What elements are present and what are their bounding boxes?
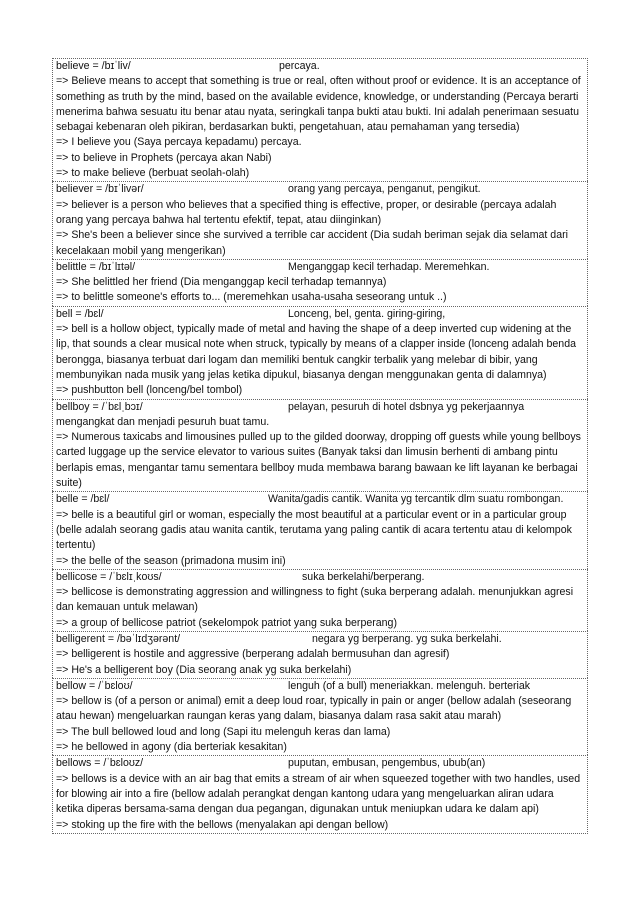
- entry-line: => belligerent is hostile and aggressive (berperang adalah bermusuhan dan agresif): [56, 648, 450, 661]
- dictionary-entry: [52, 399, 588, 492]
- entry-line: => stoking up the fire with the bellows (menyalakan api dengan bellow): [56, 818, 389, 831]
- entry-headword: believer = /bɪˈlivər/: [56, 183, 144, 196]
- entry-headword: belle = /bɛl/: [56, 493, 110, 506]
- entry-headword: belittle = /bɪˈlɪtəl/: [56, 260, 136, 273]
- entry-line: => believer is a person who believes that a specified thing is effective, proper, or desirable (percaya adalah orang yang percaya bahwa hal tertentu efektif, tepat, atau diinginkan): [56, 198, 557, 226]
- entry-headword: believe = /bɪˈliv/: [56, 60, 131, 72]
- entry-headword-row: [56, 492, 584, 507]
- entry-headword-row: [56, 260, 584, 275]
- entry-line: => bellicose is demonstrating aggression and willingness to fight (suka berperang adalah. menunjukkan agresi dan kemauan untuk melawan): [56, 586, 574, 614]
- dictionary-entry: [52, 755, 588, 833]
- entry-line: => to make believe (berbuat seolah-olah): [56, 167, 250, 180]
- entry-meaning: percaya.: [279, 60, 320, 72]
- entry-line: => I believe you (Saya percaya kepadamu) percaya.: [56, 136, 302, 149]
- vocabulary-document: [52, 58, 588, 834]
- entry-line: => She belittled her friend (Dia menganggap kecil terhadap temannya): [56, 276, 387, 289]
- dictionary-entry: [52, 631, 588, 678]
- entry-headword: bellows = /ˈbɛloʊz/: [56, 757, 144, 770]
- entry-line: => he bellowed in agony (dia berteriak kesakitan): [56, 741, 287, 754]
- dictionary-entry: [52, 678, 588, 755]
- entry-headword-row: [56, 679, 584, 694]
- entry-line: => She's been a believer since she survived a terrible car accident (Dia sudah beriman sejak dia selamat dari kecelakaan mobil yang mengerikan): [56, 229, 568, 257]
- entry-line: => to belittle someone's efforts to... (meremehkan usaha-usaha seseorang untuk ..): [56, 291, 447, 304]
- entry-line: => a group of bellicose patriot (sekelompok patriot yang suka berperang): [56, 616, 397, 629]
- entry-meaning: negara yg berperang. yg suka berkelahi.: [312, 632, 502, 645]
- entry-headword-row: [56, 756, 584, 771]
- entry-line: => Numerous taxicabs and limousines pulled up to the gilded doorway, dropping off guests while young bellboys carted luggage up the service elevator to various suites (Banyak taksi dan limusin berhenti di ambang pintu berlapis emas, mengantar tamu sementara bellboy muda membawa barang bawaan ke lift layanan ke berbagai suite): [56, 431, 581, 490]
- dictionary-entry: [52, 491, 588, 568]
- entry-headword-row: [56, 182, 584, 197]
- entry-line: => Believe means to accept that something is true or real, often without proof or evidence. It is an acceptance of something as truth by the mind, based on the available evidence, knowledge, or understanding (Percaya berarti menerima bahwa sesuatu itu benar atau nyata, seringkali tanpa bukti atau bukti. Ini adalah penerimaan sesuatu sebagai kebenaran oleh pikiran, berdasarkan bukti, pengetahuan, atau pemahaman yang tersedia): [56, 75, 581, 134]
- entry-headword: bellicose = /ˈbɛlɪˌkoʊs/: [56, 570, 162, 583]
- entry-headword-row: [56, 59, 584, 74]
- entry-meaning: pelayan, pesuruh di hotel dsbnya yg pekerjaannya: [288, 400, 525, 413]
- entry-line: => bell is a hollow object, typically made of metal and having the shape of a deep inverted cup widening at the lip, that sounds a clear musical note when struck, typically by means of a clapper inside (lonceng adalah benda berongga, biasanya terbuat dari logam dan memiliki bentuk cangkir terbalik yang melebar di bibir, yang membunyikan nada musik yang jelas ketika dipukul, biasanya dengan menggunakan genta di dalamnya): [56, 323, 576, 381]
- entry-headword: bell = /bɛl/: [56, 307, 104, 320]
- entry-line: => to believe in Prophets (percaya akan Nabi): [56, 151, 272, 164]
- dictionary-entry: [52, 259, 588, 306]
- entry-meaning: Lonceng, bel, genta. giring-giring,: [288, 307, 446, 320]
- entry-headword: bellow = /ˈbɛloʊ/: [56, 679, 133, 692]
- dictionary-entry: [52, 58, 588, 181]
- entry-headword-row: [56, 632, 584, 647]
- entry-headword-row: [56, 400, 584, 415]
- entry-headword-row: [56, 307, 584, 322]
- dictionary-entry: [52, 181, 588, 258]
- entry-line: => pushbutton bell (lonceng/bel tombol): [56, 384, 243, 397]
- entry-line: mengangkat dan menjadi pesuruh buat tamu.: [56, 415, 270, 428]
- dictionary-entry: [52, 306, 588, 399]
- entry-line: => The bull bellowed loud and long (Sapi itu melenguh keras dan lama): [56, 725, 391, 738]
- entry-meaning: lenguh (of a bull) meneriakkan. melenguh. berteriak: [288, 679, 531, 692]
- entry-line: => bellows is a device with an air bag that emits a stream of air when squeezed together with two handles, used for blowing air into a fire (bellow adalah perangkat dengan kantong udara yang mengeluarkan aliran udara ketika diperas bersama-sama dengan dua pegangan, digunakan untuk meniupkan udara ke dalam api): [56, 772, 581, 816]
- dictionary-entry: [52, 569, 588, 631]
- entry-meaning: puputan, embusan, pengembus, ubub(an): [288, 757, 486, 770]
- entry-line: => He's a belligerent boy (Dia seorang anak yg suka berkelahi): [56, 663, 352, 676]
- entry-meaning: Wanita/gadis cantik. Wanita yg tercantik dlm suatu rombongan.: [268, 493, 564, 506]
- entry-line: => bellow is (of a person or animal) emit a deep loud roar, typically in pain or anger (bellow adalah (seseorang atau hewan) mengeluarkan raungan keras yang dalam, biasanya dalam rasa sakit atau marah): [56, 695, 572, 723]
- entry-meaning: suka berkelahi/berperang.: [302, 570, 425, 583]
- entry-meaning: orang yang percaya, penganut, pengikut.: [288, 183, 481, 196]
- entry-headword: belligerent = /bəˈlɪdʒərənt/: [56, 632, 181, 645]
- entry-line: => the belle of the season (primadona musim ini): [56, 554, 286, 567]
- entry-headword-row: [56, 570, 584, 585]
- entry-headword: bellboy = /ˈbɛlˌbɔɪ/: [56, 400, 143, 413]
- entry-line: => belle is a beautiful girl or woman, especially the most beautiful at a particular event or in a particular group (belle adalah seorang gadis atau wanita cantik, terutama yang paling cantik di acara tertentu atau di kelompok tertentu): [56, 508, 572, 552]
- entry-meaning: Menganggap kecil terhadap. Meremehkan.: [288, 260, 490, 273]
